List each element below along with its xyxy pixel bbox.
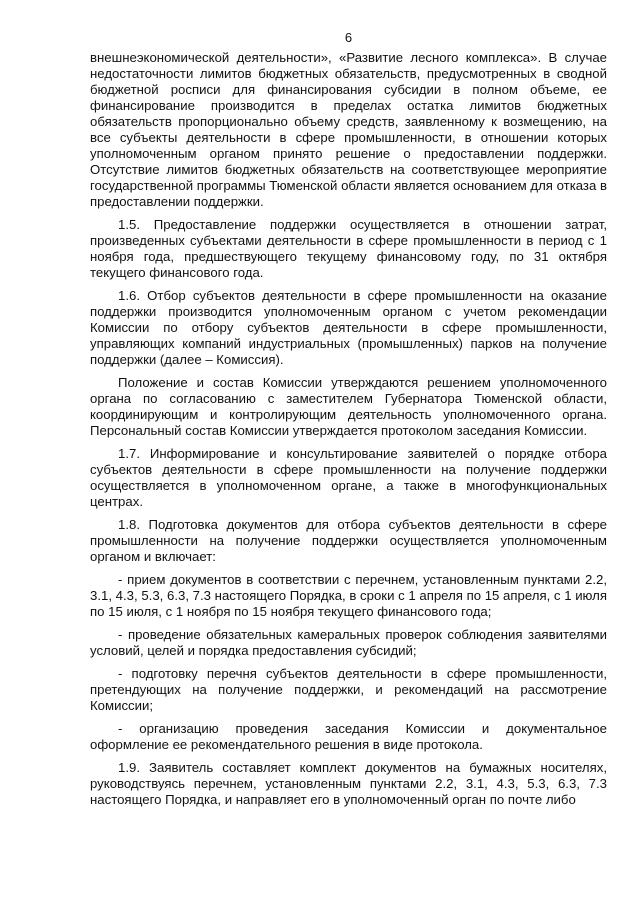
- list-item-applicant-list: - подготовку перечня субъектов деятельности в сфере промышленности, претендующих на получение поддержки, и рекомендаций на рассмотрение Комиссии;: [90, 666, 607, 713]
- paragraph-commission: Положение и состав Комиссии утверждаются решением уполномоченного органа по согласованию с заместителем Губернатора Тюменской области, координирующим и контролирующим деятельность уполномоченного органа. Персональный состав Комиссии утверждается протоколом заседания Комиссии.: [90, 375, 607, 438]
- page-number: 6: [344, 30, 353, 45]
- paragraph-1-8: 1.8. Подготовка документов для отбора субъектов деятельности в сфере промышленности на получение поддержки осуществляется уполномоченным органом и включает:: [90, 517, 607, 564]
- paragraph-funding-limits: внешнеэкономической деятельности», «Развитие лесного комплекса». В случае недостаточности лимитов бюджетных обязательств, предусмотренных в сводной бюджетной росписи для финансирования субсидии в полном объеме, ее финансирование производится в пределах остатка лимитов бюджетных обязательств пропорционально объему средств, заявленному к возмещению, на все субъекты деятельности в сфере промышленности, в отношении которых уполномоченным органом принято решение о предоставлении поддержки. Отсутствие лимитов бюджетных обязательств на соответствующее мероприятие государственной программы Тюменской области является основанием для отказа в предоставлении поддержки.: [90, 50, 607, 209]
- paragraph-1-5: 1.5. Предоставление поддержки осуществляется в отношении затрат, произведенных субъектами деятельности в сфере промышленности в период с 1 ноября года, предшествующего текущему финансовому году, по 31 октября текущего финансового года.: [90, 217, 607, 280]
- list-item-document-intake: - прием документов в соответствии с перечнем, установленным пунктами 2.2, 3.1, 4.3, 5.3, 6.3, 7.3 настоящего Порядка, в сроки с 1 апреля по 15 апреля, с 1 июля по 15 июля, с 1 ноября по 15 ноября текущего финансового года;: [90, 572, 607, 619]
- paragraph-1-7: 1.7. Информирование и консультирование заявителей о порядке отбора субъектов деятельности в сфере промышленности на получение поддержки осуществляется в уполномоченном органе, а также в многофункциональных центрах.: [90, 446, 607, 509]
- paragraph-1-6: 1.6. Отбор субъектов деятельности в сфере промышленности на оказание поддержки производится уполномоченным органом с учетом рекомендации Комиссии по отбору субъектов деятельности в сфере промышленности, управляющих компаний индустриальных (промышленных) парков на получение поддержки (далее – Комиссия).: [90, 288, 607, 367]
- list-item-desk-audits: - проведение обязательных камеральных проверок соблюдения заявителями условий, целей и порядка предоставления субсидий;: [90, 627, 607, 658]
- paragraph-1-9: 1.9. Заявитель составляет комплект документов на бумажных носителях, руководствуясь перечнем, установленным пунктами 2.2, 3.1, 4.3, 5.3, 6.3, 7.3 настоящего Порядка, и направляет его в уполномоченный орган по почте либо: [90, 760, 607, 807]
- list-item-commission-meeting: - организацию проведения заседания Комиссии и документальное оформление ее рекомендательного решения в виде протокола.: [90, 721, 607, 752]
